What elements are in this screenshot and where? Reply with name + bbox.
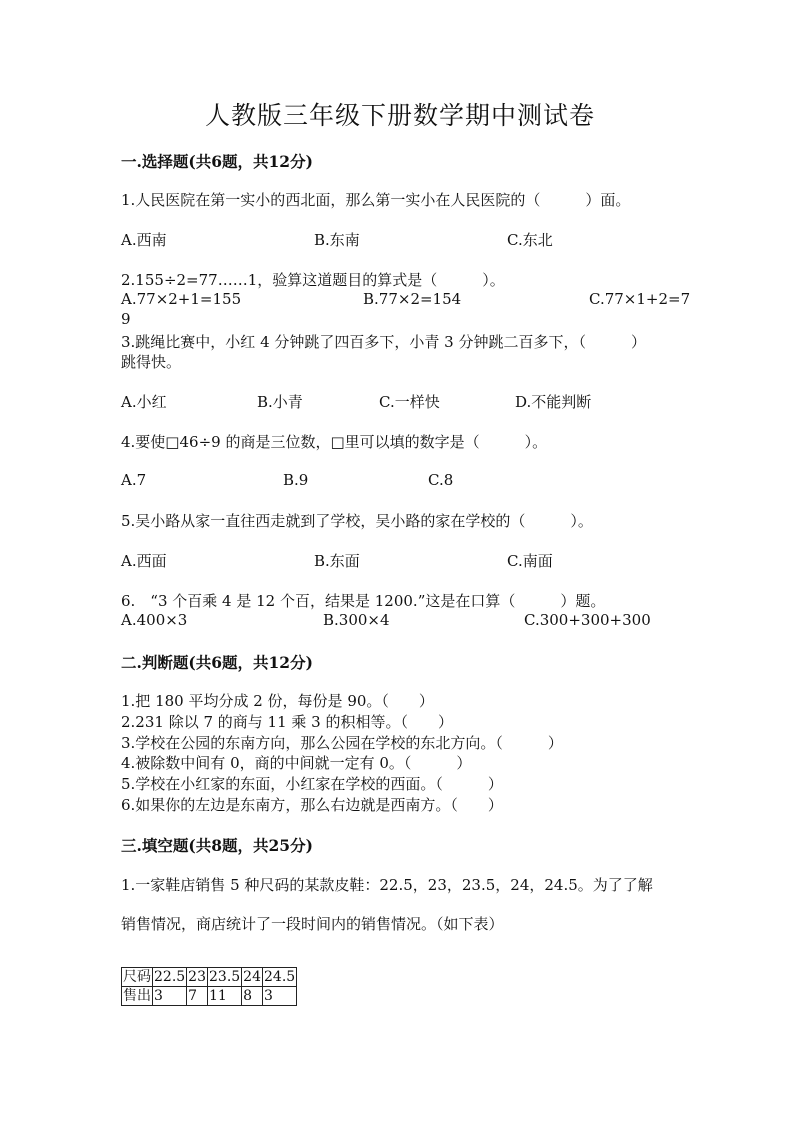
question-5: 5.吴小路从家一直往西走就到了学校，吴小路的家在学校的（ ）。 <box>121 512 593 530</box>
table-cell: 22.5 <box>154 969 186 985</box>
table-cell: 24 <box>243 969 261 985</box>
question-6: 6. “3 个百乘 4 是 12 个百，结果是 1200.”这是在口算（ ）题。 <box>121 592 606 610</box>
table-cell: 11 <box>208 987 242 1006</box>
q4-option-c: C.8 <box>428 471 454 489</box>
table-cell: 24.5 <box>264 969 296 985</box>
judge-item-5: 5.学校在小红家的东面，小红家在学校的西面。（ ） <box>121 775 503 793</box>
q4-option-b: B.9 <box>283 471 309 489</box>
table-cell: 3 <box>153 987 187 1006</box>
fill-question-1-line1: 1.一家鞋店销售 5 种尺码的某款皮鞋：22.5，23，23.5，24，24.5。为了了解 <box>121 876 653 894</box>
q3-option-a: A.小红 <box>121 393 167 411</box>
q3-option-c: C.一样快 <box>379 393 440 411</box>
table-cell: 3 <box>263 987 297 1006</box>
q6-option-b: B.300×4 <box>323 611 390 629</box>
q6-option-c: C.300+300+300 <box>524 611 651 629</box>
q5-option-a: A.西面 <box>121 552 167 570</box>
judge-item-6: 6.如果你的左边是东南方，那么右边就是西南方。（ ） <box>121 796 503 814</box>
question-3-line1: 3.跳绳比赛中，小红 4 分钟跳了四百多下，小青 3 分钟跳二百多下，（ ） <box>121 333 646 351</box>
table-row-sizes <box>122 968 297 987</box>
table-cell: 尺码 <box>123 969 151 985</box>
table-cell: 售出 <box>123 988 151 1004</box>
question-3-line2: 跳得快。 <box>121 353 182 371</box>
table-cell: 8 <box>242 987 263 1006</box>
q2-option-a: A.77×2+1=155 <box>121 290 242 308</box>
q1-option-a: A.西南 <box>121 231 167 249</box>
q2-option-c-wrap: 9 <box>121 310 131 328</box>
q1-option-c: C.东北 <box>507 231 553 249</box>
judge-item-4: 4.被除数中间有 0，商的中间就一定有 0。（ ） <box>121 754 472 772</box>
section-heading-judge: 二.判断题(共6题，共12分) <box>121 653 313 672</box>
q3-option-b: B.小青 <box>257 393 303 411</box>
page-title: 人教版三年级下册数学期中测试卷 <box>204 101 595 130</box>
q5-option-b: B.东面 <box>314 552 360 570</box>
judge-item-1: 1.把 180 平均分成 2 份，每份是 90。（ ） <box>121 692 434 710</box>
q2-option-b: B.77×2=154 <box>363 290 462 308</box>
table-row-sold <box>122 987 297 1006</box>
table-cell: 7 <box>187 987 208 1006</box>
q1-option-b: B.东南 <box>314 231 360 249</box>
q3-option-d: D.不能判断 <box>515 393 592 411</box>
question-1: 1.人民医院在第一实小的西北面，那么第一实小在人民医院的（ ）面。 <box>121 191 631 209</box>
judge-item-2: 2.231 除以 7 的商与 11 乘 3 的积相等。（ ） <box>121 713 453 731</box>
q6-option-a: A.400×3 <box>121 611 188 629</box>
table-cell: 23.5 <box>209 969 241 985</box>
fill-question-1-line2: 销售情况，商店统计了一段时间内的销售情况。（如下表） <box>121 915 504 933</box>
section-heading-fill: 三.填空题(共8题，共25分) <box>121 836 313 855</box>
section-heading-choice: 一.选择题(共6题，共12分) <box>121 152 313 171</box>
question-2: 2.155÷2=77……1，验算这道题目的算式是（ ）。 <box>121 271 505 289</box>
q4-option-a: A.7 <box>121 471 147 489</box>
q2-option-c: C.77×1+2=7 <box>589 290 691 308</box>
q5-option-c: C.南面 <box>507 552 553 570</box>
judge-item-3: 3.学校在公园的东南方向，那么公园在学校的东北方向。（ ） <box>121 734 563 752</box>
question-4: 4.要使□46÷9 的商是三位数，□里可以填的数字是（ ）。 <box>121 433 548 451</box>
shoe-sales-table <box>121 967 297 1006</box>
table-cell: 23 <box>188 969 206 985</box>
